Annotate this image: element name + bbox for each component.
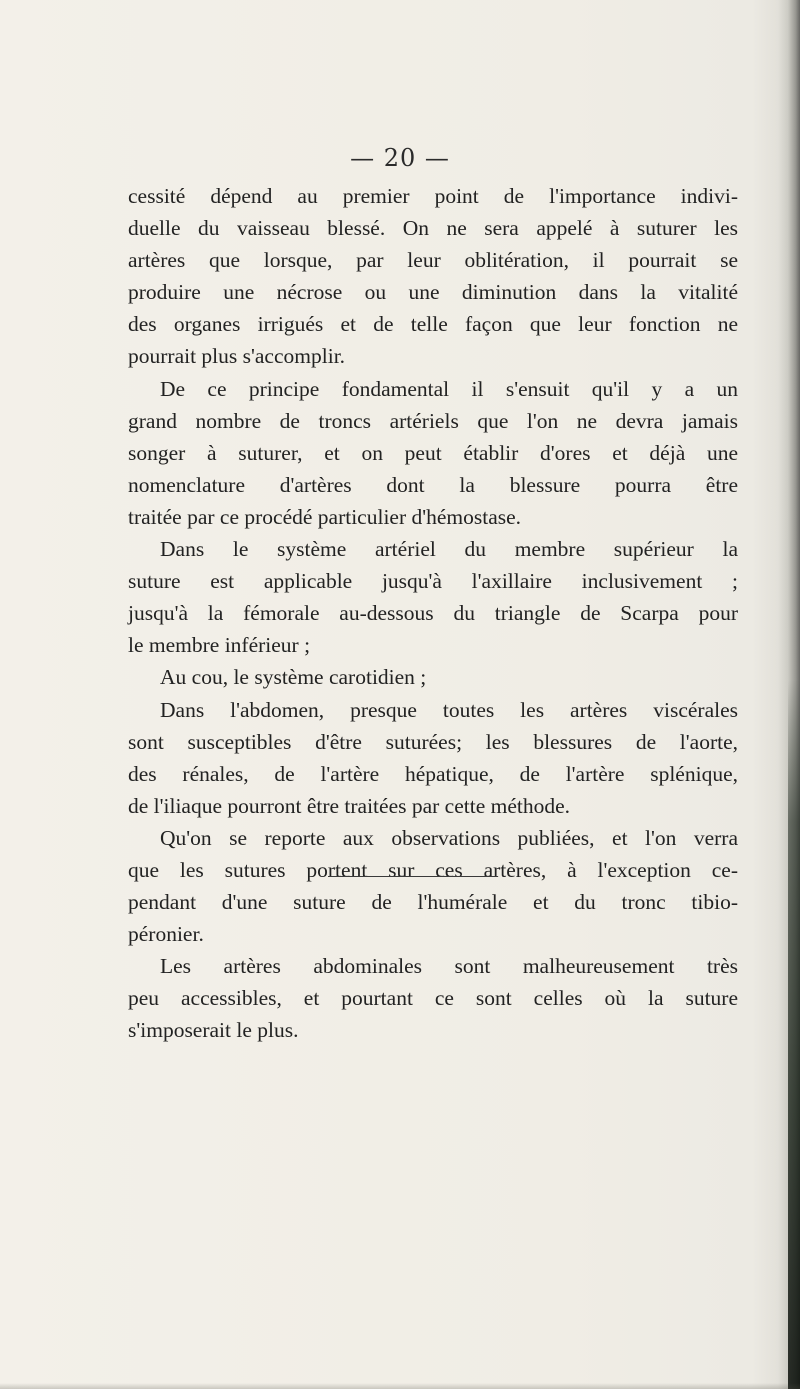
text-line: songer à suturer, et on peut établir d'ores et déjà une [128,440,738,465]
text-line: jusqu'à la fémorale au-dessous du triangle de Scarpa pour [128,601,738,626]
text-line: de l'iliaque pourront être traitées par cette méthode. [128,793,571,818]
text-line: duelle du vaisseau blessé. On ne sera appelé à suturer les [128,216,738,241]
text-line: pendant d'une suture de l'humérale et du tronc tibio- [128,890,738,915]
text-line: nomenclature d'artères dont la blessure pourra être [128,472,738,497]
text-line: Les artères abdominales sont malheureusement très [160,954,738,979]
text-line: peu accessibles, et pourtant ce sont celles où la suture [128,986,738,1011]
text-line: produire une nécrose ou une diminution dans la vitalité [128,280,738,305]
closing-rule [328,876,498,877]
text-line: Qu'on se reporte aux observations publiées, et l'on verra [160,825,738,850]
book-edge-shadow [788,680,800,1389]
text-line: le membre inférieur ; [128,633,311,658]
text-line: cessité dépend au premier point de l'importance indivi- [128,184,738,208]
text-line: que les sutures portent sur ces artères, à l'exception ce- [128,857,738,882]
text-line: Dans l'abdomen, presque toutes les artères viscérales [160,697,738,722]
text-line: artères que lorsque, par leur oblitération, il pourrait se [128,248,738,273]
text-line: traitée par ce procédé particulier d'hémostase. [128,504,522,529]
text-line: suture est applicable jusqu'à l'axillaire inclusivement ; [128,569,738,594]
page-bottom-edge [0,1383,800,1389]
page-number: — 20 — [350,144,450,172]
text-line: Dans le système artériel du membre supérieur la [160,537,738,562]
text-line: sont susceptibles d'être suturées; les blessures de l'aorte, [128,729,738,754]
text-line: grand nombre de troncs artériels que l'on ne devra jamais [128,408,738,433]
text-line: s'imposerait le plus. [128,1018,299,1043]
body-text [128,180,738,1047]
text-line: des rénales, de l'artère hépatique, de l'artère splénique, [128,761,738,786]
text-line: De ce principe fondamental il s'ensuit qu'il y a un [160,376,738,401]
text-line: des organes irrigués et de telle façon que leur fonction ne [128,312,738,337]
text-line: Au cou, le système carotidien ; [160,665,427,690]
text-line: pourrait plus s'accomplir. [128,344,346,369]
text-line: péronier. [128,922,204,947]
